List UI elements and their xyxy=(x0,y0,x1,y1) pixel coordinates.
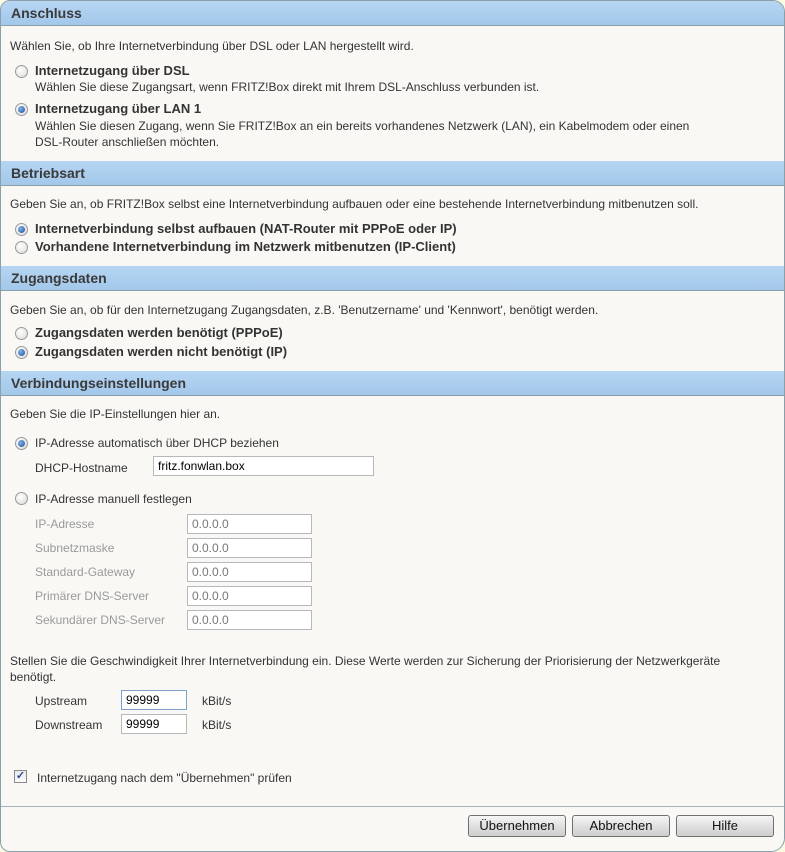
section-header-betriebsart: Betriebsart xyxy=(1,161,784,186)
cancel-button[interactable]: Abbrechen xyxy=(572,815,670,837)
help-button[interactable]: Hilfe xyxy=(676,815,774,837)
help-dsl: Wählen Sie diese Zugangsart, wenn FRITZ!Box direkt mit Ihrem DSL-Anschluss verbunden ist. xyxy=(35,80,540,94)
primary-dns-input[interactable]: 0.0.0.0 xyxy=(187,586,312,606)
radio-pppoe[interactable] xyxy=(15,327,28,340)
secondary-dns-input[interactable]: 0.0.0.0 xyxy=(187,610,312,630)
label-subnet-mask: Subnetzmaske xyxy=(35,541,115,555)
label-primary-dns: Primärer DNS-Server xyxy=(35,589,150,603)
label-nat-router[interactable]: Internetverbindung selbst aufbauen (NAT-Router mit PPPoE oder IP) xyxy=(35,221,457,236)
section-header-verbindungseinstellungen: Verbindungseinstellungen xyxy=(1,371,784,396)
label-ip-address: IP-Adresse xyxy=(35,517,95,531)
footer-divider xyxy=(1,806,784,807)
label-check-internet[interactable]: Internetzugang nach dem "Übernehmen" prüfen xyxy=(37,771,292,785)
label-dhcp[interactable]: IP-Adresse automatisch über DHCP beziehen xyxy=(35,436,279,450)
label-ip[interactable]: Zugangsdaten werden nicht benötigt (IP) xyxy=(35,344,288,359)
dhcp-hostname-input[interactable]: fritz.fonwlan.box xyxy=(153,456,374,476)
downstream-input[interactable]: 99999 xyxy=(121,714,187,734)
radio-nat-router[interactable] xyxy=(15,223,28,236)
radio-dhcp[interactable] xyxy=(15,437,28,450)
ip-address-input[interactable]: 0.0.0.0 xyxy=(187,514,312,534)
apply-button[interactable]: Übernehmen xyxy=(468,815,566,837)
label-pppoe[interactable]: Zugangsdaten werden benötigt (PPPoE) xyxy=(35,325,283,340)
label-downstream: Downstream xyxy=(35,718,103,732)
section-header-zugangsdaten: Zugangsdaten xyxy=(1,266,784,291)
gateway-input[interactable]: 0.0.0.0 xyxy=(187,562,312,582)
radio-lan1[interactable] xyxy=(15,103,28,116)
verbindung-description: Geben Sie die IP-Einstellungen hier an. xyxy=(10,407,221,421)
help-lan1-line1: Wählen Sie diesen Zugang, wenn Sie FRITZ!Box an ein bereits vorhandenes Netzwerk (LAN), ein Kabelmodem oder einen xyxy=(35,119,690,133)
zugangsdaten-description: Geben Sie an, ob für den Internetzugang Zugangsdaten, z.B. 'Benutzername' und 'Kennwort', benötigt werden. xyxy=(10,303,599,317)
label-lan1[interactable]: Internetzugang über LAN 1 xyxy=(35,101,202,116)
label-secondary-dns: Sekundärer DNS-Server xyxy=(35,613,166,627)
radio-ip[interactable] xyxy=(15,346,28,359)
upstream-input[interactable]: 99999 xyxy=(121,690,187,710)
section-header-anschluss: Anschluss xyxy=(1,1,784,26)
radio-ip-client[interactable] xyxy=(15,241,28,254)
label-upstream: Upstream xyxy=(35,694,88,708)
betriebsart-description: Geben Sie an, ob FRITZ!Box selbst eine Internetverbindung aufbauen oder eine bestehende Internetverbindung mitbenutzen soll. xyxy=(10,197,699,211)
subnet-mask-input[interactable]: 0.0.0.0 xyxy=(187,538,312,558)
speed-description-line1: Stellen Sie die Geschwindigkeit Ihrer Internetverbindung ein. Diese Werte werden zur Sicherung der Priorisierung der Netzwerkgeräte xyxy=(10,654,721,668)
radio-dsl[interactable] xyxy=(15,65,28,78)
label-gateway: Standard-Gateway xyxy=(35,565,136,579)
label-dsl[interactable]: Internetzugang über DSL xyxy=(35,63,190,78)
downstream-unit: kBit/s xyxy=(202,718,232,732)
check-internet-checkbox[interactable]: ✓ xyxy=(15,770,26,782)
speed-description-line2: benötigt. xyxy=(10,670,57,684)
label-ip-client[interactable]: Vorhandene Internetverbindung im Netzwerk mitbenutzen (IP-Client) xyxy=(35,239,456,254)
help-lan1-line2: DSL-Router anschließen möchten. xyxy=(35,135,220,149)
anschluss-description: Wählen Sie, ob Ihre Internetverbindung über DSL oder LAN hergestellt wird. xyxy=(10,39,414,53)
label-manual-ip[interactable]: IP-Adresse manuell festlegen xyxy=(35,492,192,506)
label-dhcp-hostname: DHCP-Hostname xyxy=(35,461,128,475)
upstream-unit: kBit/s xyxy=(202,694,232,708)
radio-manual-ip[interactable] xyxy=(15,492,28,505)
